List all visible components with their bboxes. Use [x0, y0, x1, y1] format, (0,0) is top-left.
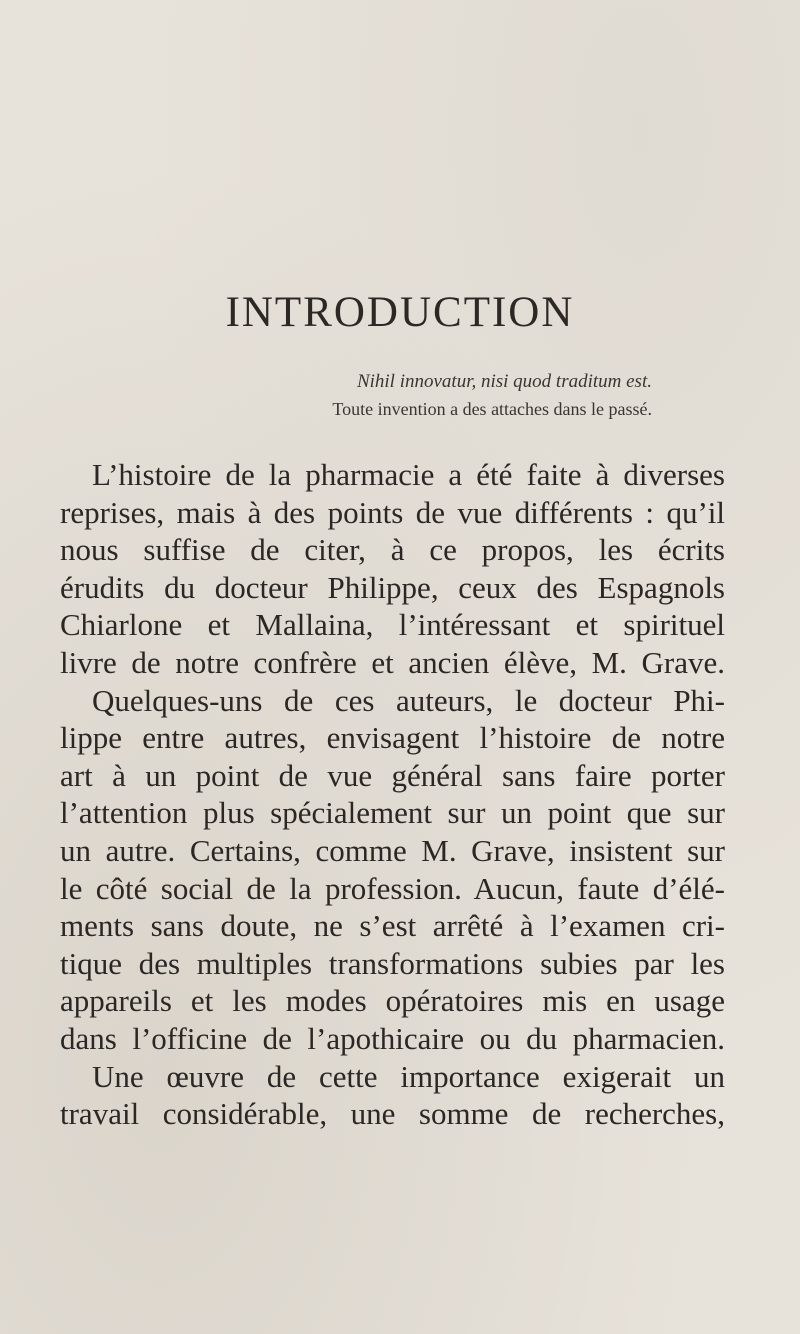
text-line: appareils et les modes opératoires mis en usage — [60, 983, 725, 1019]
text-line: Quelques-uns de ces auteurs, le docteur Phi- — [92, 682, 725, 718]
text-line: l’attention plus spécialement sur un point que sur — [60, 795, 725, 831]
epigraph-latin: Nihil innovatur, nisi quod traditum est. — [356, 371, 652, 392]
text-line: ments sans doute, ne s’est arrêté à l’examen cri- — [60, 908, 725, 944]
text-line: L’histoire de la pharmacie a été faite à diverses — [92, 457, 725, 492]
text-line: reprises, mais à des points de vue différents : qu’il — [60, 494, 725, 530]
text-line: livre de notre confrère et ancien élève, M. Grave. — [60, 644, 725, 680]
chapter-title: INTRODUCTION — [225, 289, 575, 336]
text-line: art à un point de vue général sans faire porter — [60, 757, 725, 793]
text-line: un autre. Certains, comme M. Grave, insistent sur — [60, 832, 725, 868]
text-line: dans l’officine de l’apothicaire ou du pharmacien. — [60, 1020, 725, 1056]
epigraph — [132, 370, 652, 421]
text-line: nous suffise de citer, à ce propos, les écrits — [60, 532, 725, 568]
text-line: le côté social de la profession. Aucun, faute d’élé- — [60, 870, 725, 906]
text-line: Chiarlone et Mallaina, l’intéressant et spirituel — [60, 607, 725, 643]
text-line: tique des multiples transformations subies par les — [60, 945, 725, 981]
text-line: lippe entre autres, envisagent l’histoire de notre — [60, 720, 725, 756]
text-line: érudits du docteur Philippe, ceux des Espagnols — [60, 569, 725, 605]
epigraph-french: Toute invention a des attaches dans le passé. — [332, 399, 652, 419]
text-line: Une œuvre de cette importance exigerait un — [92, 1058, 725, 1094]
text-line: travail considérable, une somme de recherches, — [60, 1096, 725, 1132]
body-text — [60, 456, 725, 1133]
